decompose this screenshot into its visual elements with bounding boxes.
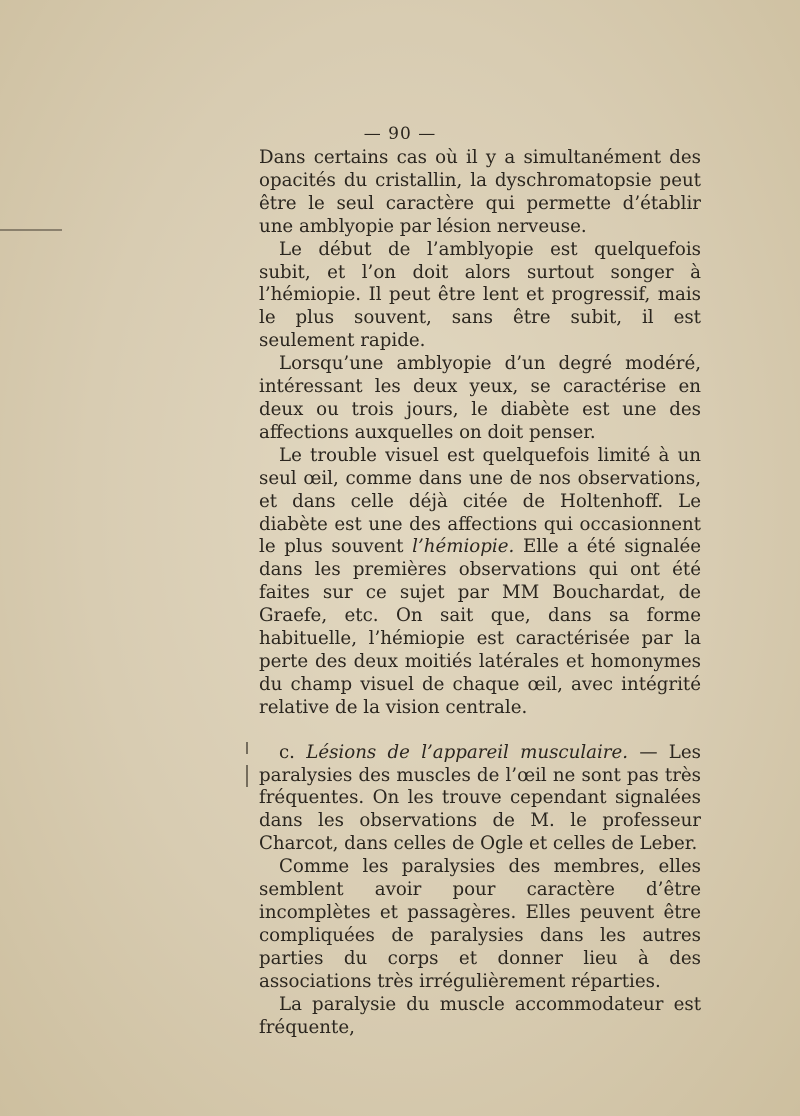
margin-tick-mark [246, 742, 248, 754]
margin-rule [0, 229, 62, 231]
paragraph-4 [259, 445, 701, 720]
page-number: — 90 — [363, 124, 437, 144]
margin-bracket-mark [246, 765, 248, 787]
paragraph-1: Dans certains cas où il y a simultanément des opacités du cristallin, la dyschromatopsie peut être le seul caractère qui permette d’établir une amblyopie par lésion nerveuse. [259, 147, 701, 237]
paragraph-4-text-after: Elle a été signalée dans les premières observations qui ont été faites sur ce sujet par MM Bouchardat, de Graefe, etc. On sait que, dans sa forme habituelle, l’hémiopie est caractérisée par la perte des deux moitiés latérales et homonymes du champ visuel de chaque œil, avec intégrité relative de la vision centrale. [259, 536, 701, 718]
section-c-label: c. [279, 741, 295, 763]
section-c-dash: — [628, 741, 669, 763]
paragraph-3: Lorsqu’une amblyopie d’un degré modéré, intéressant les deux yeux, se caractérise en deux ou trois jours, le diabète est une des affections auxquelles on doit penser. [259, 353, 701, 443]
paragraph-4-text-before: Le trouble visuel est quelquefois limité à un seul œil, comme dans une de nos observations, et dans celle déjà citée de Holtenhoff. Le diabète est une des affections qui occasionnent le plus souvent [259, 444, 701, 558]
body-text [259, 147, 701, 1039]
section-c-paragraph [259, 742, 701, 857]
paragraph-4-emphasis: l’hémiopie. [412, 536, 515, 558]
paragraph-6: Comme les paralysies des membres, elles semblent avoir pour caractère d’être incomplètes et passagères. Elles peuvent être compliquées de paralysies dans les autres parties du corps et donner lieu à des associations très irrégulièrement réparties. [259, 856, 701, 992]
section-c-text: Les paralysies des muscles de l’œil ne sont pas très fréquentes. On les trouve cependant signalées dans les observations de M. le professeur Charcot, dans celles de Ogle et celles de Leber. [259, 741, 701, 855]
section-c-heading: Lésions de l’appareil musculaire. [306, 741, 629, 763]
paragraph-7: La paralysie du muscle accommodateur est fréquente, [259, 993, 701, 1038]
paragraph-2: Le début de l’amblyopie est quelquefois subit, et l’on doit alors surtout songer à l’hémiopie. Il peut être lent et progressif, mais le plus souvent, sans être subit, il est seulement rapide. [259, 238, 701, 352]
